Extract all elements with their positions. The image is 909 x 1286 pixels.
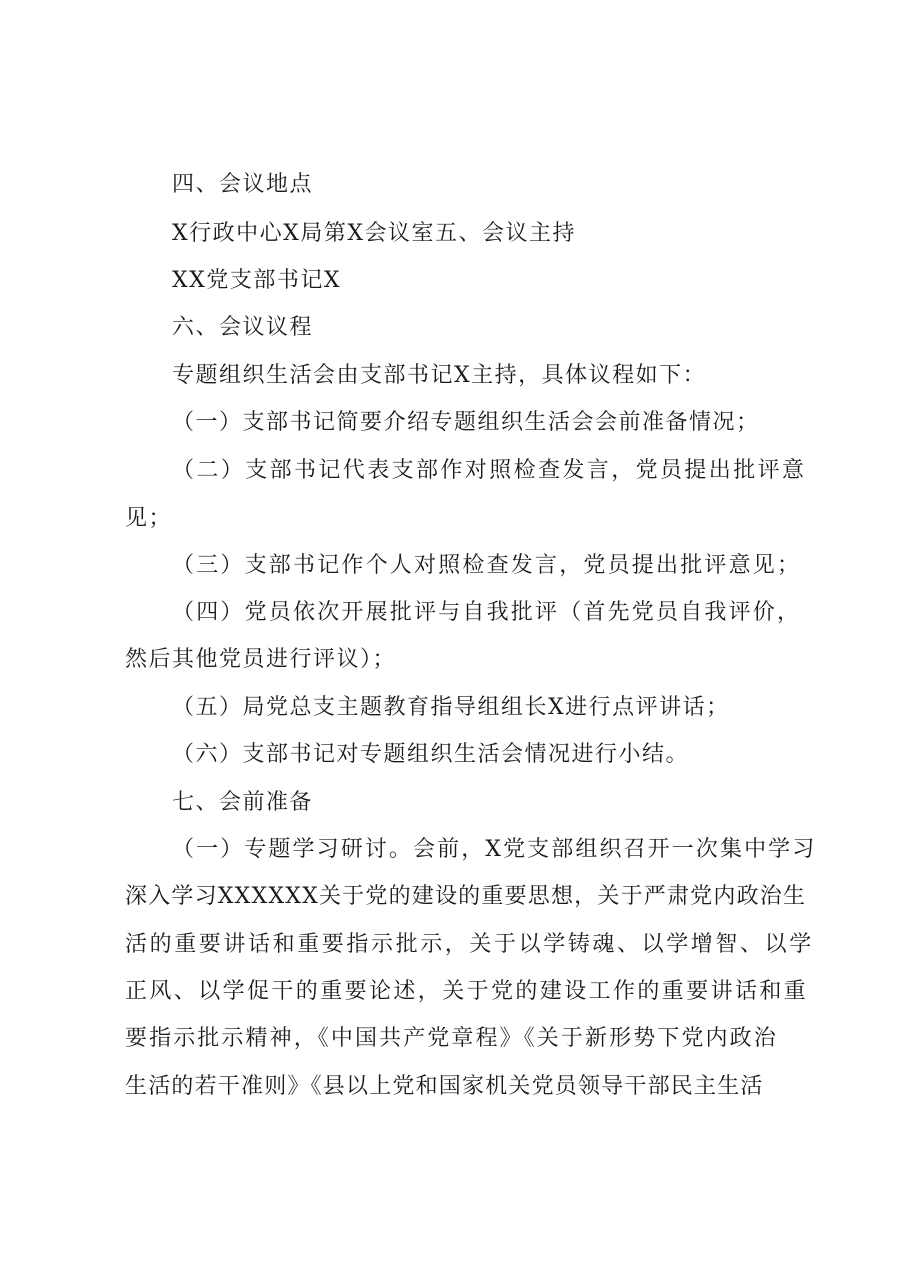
paragraph-line: 生活的若干准则》《县以上党和国家机关党员领导干部民主生活: [125, 1074, 764, 1099]
paragraph-line: 专题组织生活会由支部书记X主持，具体议程如下：: [172, 363, 707, 388]
paragraph-line: 活的重要讲话和重要指示批示，关于以学铸魂、以学增智、以学: [125, 932, 814, 957]
agenda-item: （三）支部书记作个人对照检查发言，党员提出批评意见；: [172, 553, 802, 578]
agenda-item: （二）支部书记代表支部作对照检查发言，党员提出批评意: [172, 458, 807, 483]
paragraph-line: X行政中心X局第X会议室五、会议主持: [172, 221, 576, 246]
agenda-item-continuation: 然后其他党员进行评议）；: [125, 647, 397, 672]
section-heading-preparation: 七、会前准备: [172, 790, 314, 815]
paragraph-line: （一）专题学习研讨。会前，X党支部组织召开一次集中学习: [172, 837, 817, 862]
paragraph-line: 深入学习XXXXXX关于党的建设的重要思想，关于严肃党内政治生: [125, 884, 807, 909]
paragraph-line: XX党支部书记X: [172, 268, 341, 293]
agenda-item: （六）支部书记对专题组织生活会情况进行小结。: [172, 742, 690, 767]
agenda-item: （五）局党总支主题教育指导组组长X进行点评讲话；: [172, 695, 730, 720]
agenda-item: （四）党员依次开展批评与自我批评（首先党员自我评价，: [172, 600, 802, 625]
section-heading-meeting-location: 四、会议地点: [172, 172, 314, 197]
agenda-item: （一）支部书记简要介绍专题组织生活会会前准备情况；: [172, 410, 760, 435]
section-heading-meeting-agenda: 六、会议议程: [172, 315, 314, 340]
paragraph-line: 正风、以学促干的重要论述，关于党的建设工作的重要讲话和重: [125, 979, 809, 1004]
agenda-item-continuation: 见；: [125, 506, 173, 531]
paragraph-line: 要指示批示精神，《中国共产党章程》《关于新形势下党内政治: [125, 1026, 778, 1051]
